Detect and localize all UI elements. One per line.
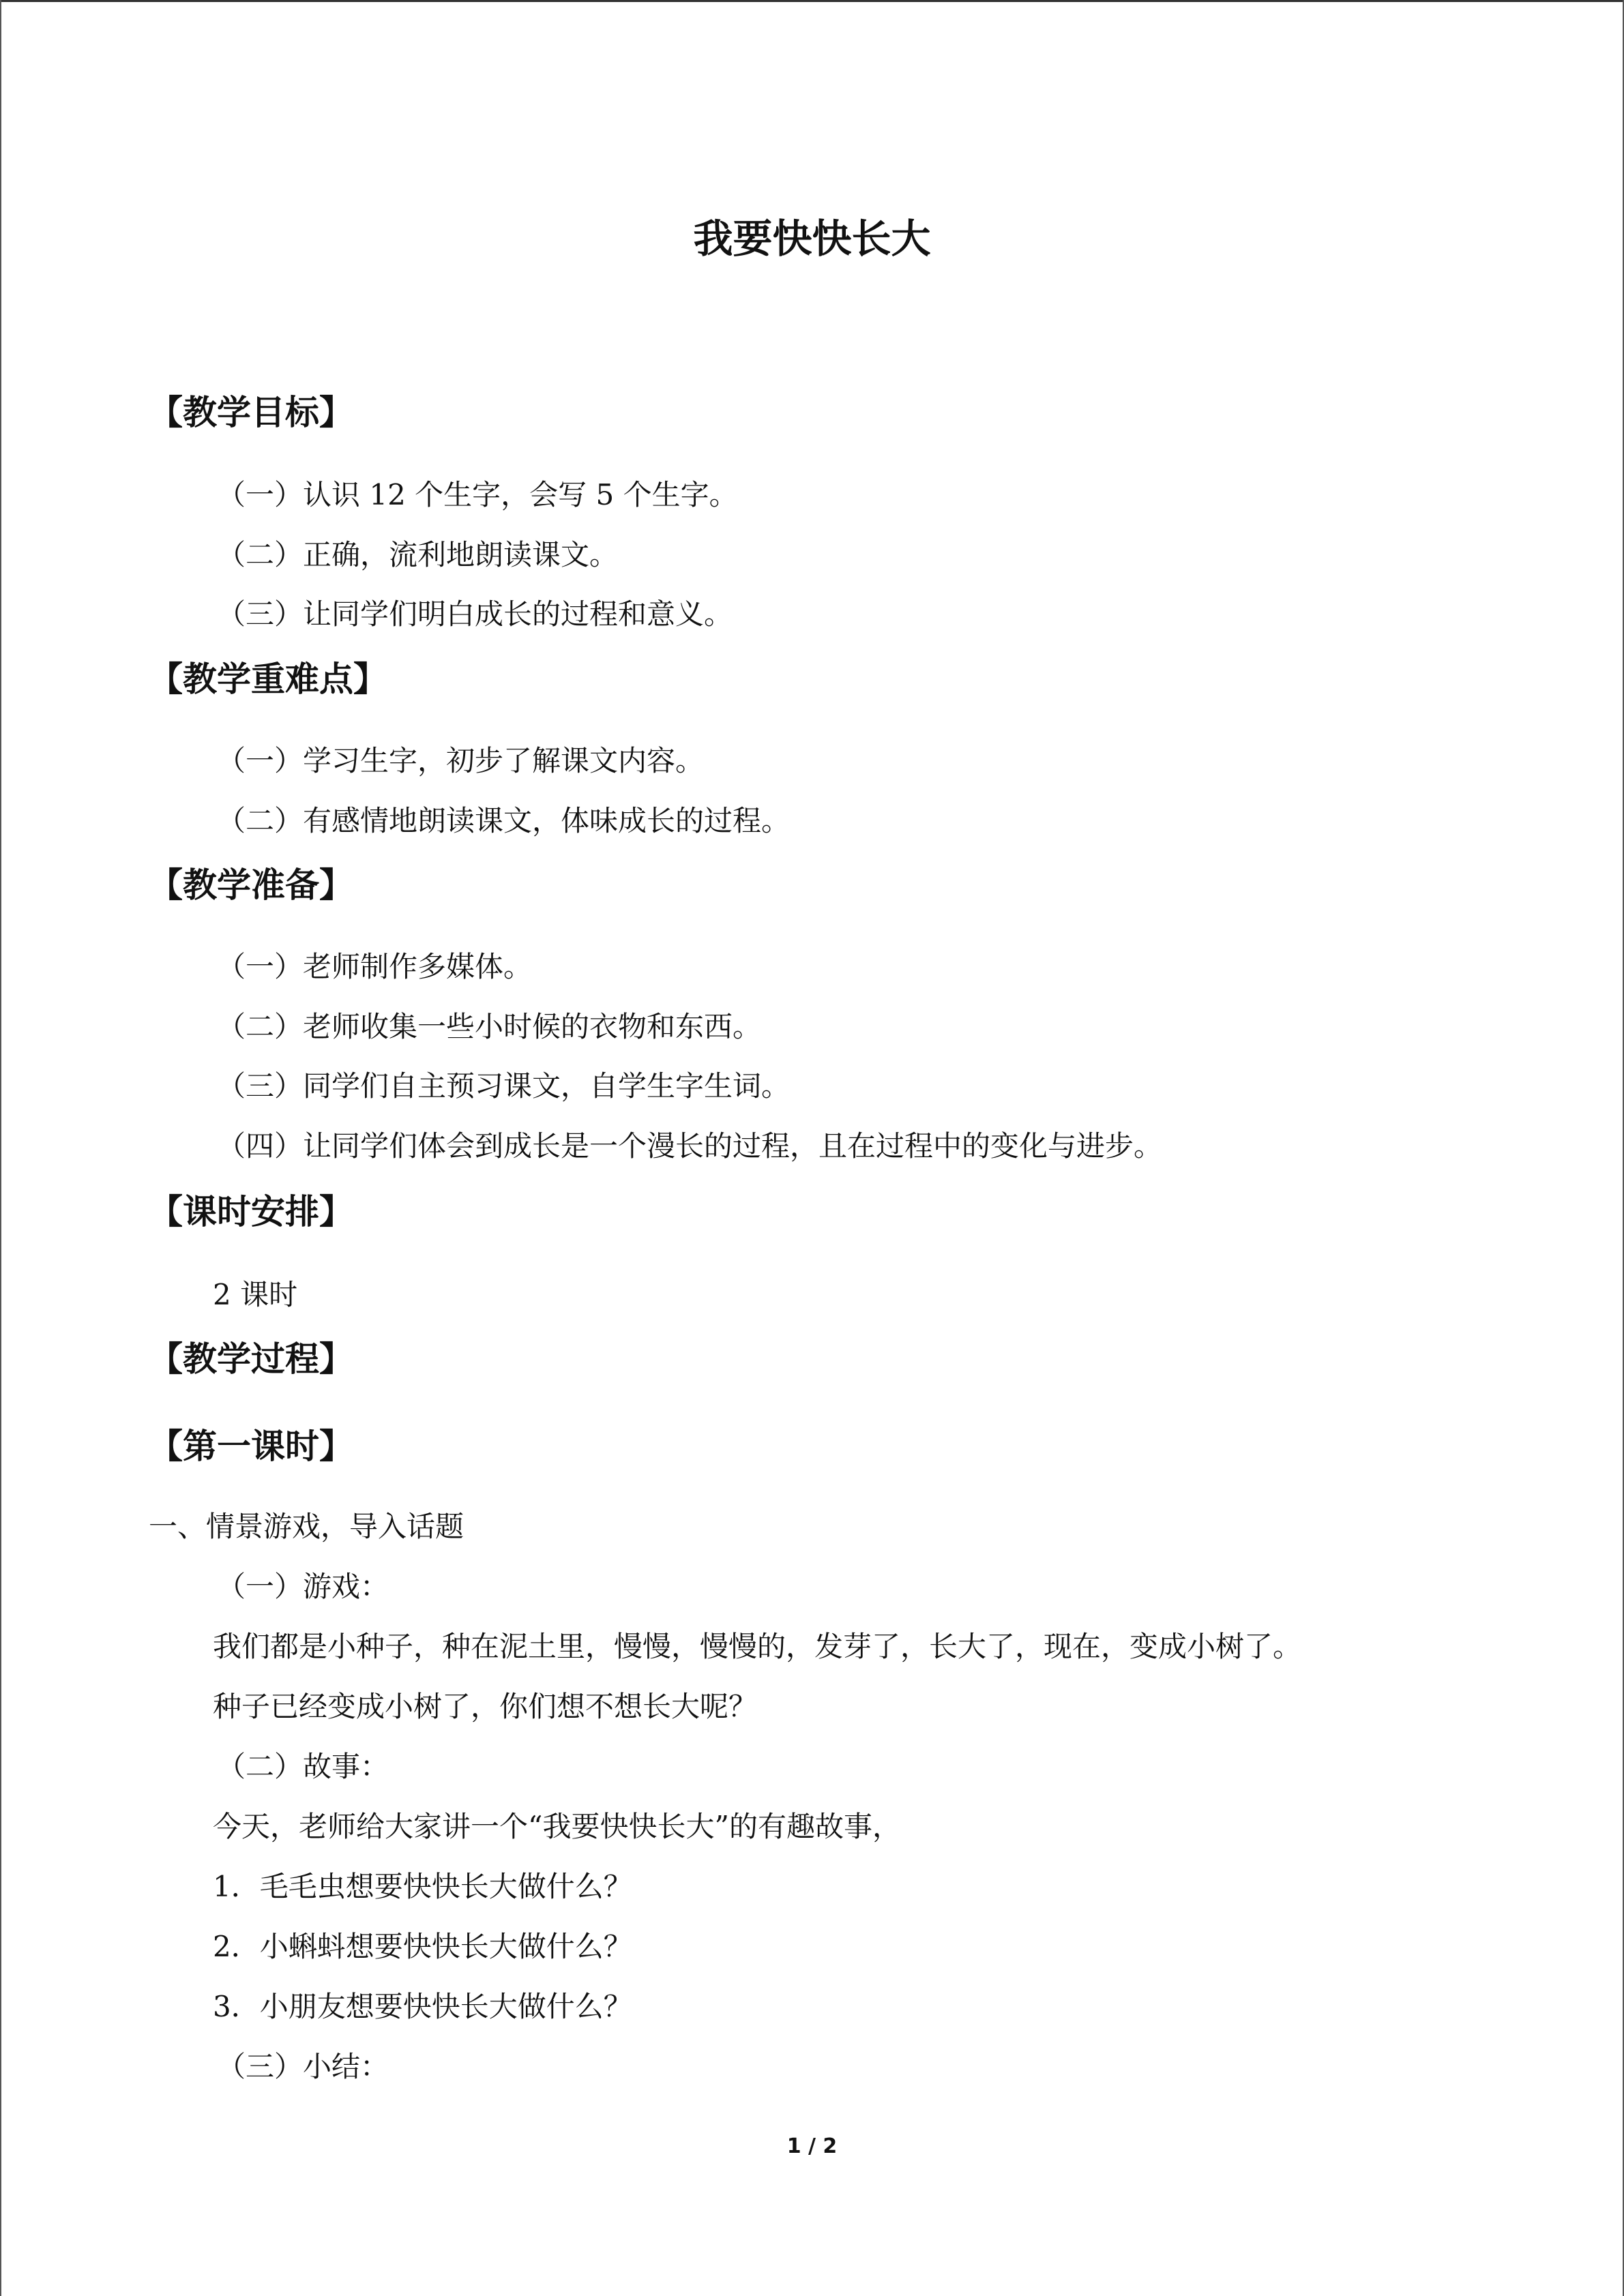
section-heading-schedule: 【课时安排】 [149,1192,353,1232]
page-top-border [0,0,1624,2]
page-left-border [0,0,1,2296]
goal-item: （二）正确，流利地朗读课文。 [217,538,619,571]
preparation-item: （三）同学们自主预习课文，自学生字生词。 [217,1069,791,1103]
page-number: 1 / 2 [786,2134,838,2158]
section-heading-lesson1: 【第一课时】 [149,1427,353,1466]
section-heading-preparation: 【教学准备】 [149,865,353,905]
schedule-text: 2 课时 [213,1278,298,1311]
section-heading-process: 【教学过程】 [149,1339,353,1379]
preparation-item: （二）老师收集一些小时候的衣物和东西。 [217,1010,762,1043]
lesson1-line: 种子已经变成小树了，你们想不想长大呢？ [213,1690,758,1723]
preparation-item: （四）让同学们体会到成长是一个漫长的过程，且在过程中的变化与进步。 [217,1129,1163,1163]
section-heading-key-points: 【教学重难点】 [149,659,387,699]
lesson1-part1-title: 一、情景游戏，导入话题 [149,1510,464,1543]
lesson1-line: 1．毛毛虫想要快快长大做什么？ [213,1870,632,1903]
document-title: 我要快快长大 [693,215,931,262]
key-point-item: （二）有感情地朗读课文，体味成长的过程。 [217,804,791,837]
lesson1-line: （三）小结： [217,2050,389,2083]
lesson1-line: 我们都是小种子，种在泥土里，慢慢，慢慢的，发芽了，长大了，现在，变成小树了。 [213,1630,1302,1663]
goal-item: （三）让同学们明白成长的过程和意义。 [217,597,733,631]
lesson1-line: （二）故事： [217,1750,389,1783]
lesson1-line: （一）游戏： [217,1570,389,1603]
preparation-item: （一）老师制作多媒体。 [217,950,533,983]
lesson1-line: 今天，老师给大家讲一个“我要快快长大”的有趣故事， [213,1810,901,1843]
goal-item: （一）认识 12 个生字，会写 5 个生字。 [217,478,738,511]
lesson1-line: 2．小蝌蚪想要快快长大做什么？ [213,1930,632,1963]
key-point-item: （一）学习生字，初步了解课文内容。 [217,744,705,777]
lesson1-line: 3．小朋友想要快快长大做什么？ [213,1990,632,2023]
section-heading-goals: 【教学目标】 [149,393,353,432]
